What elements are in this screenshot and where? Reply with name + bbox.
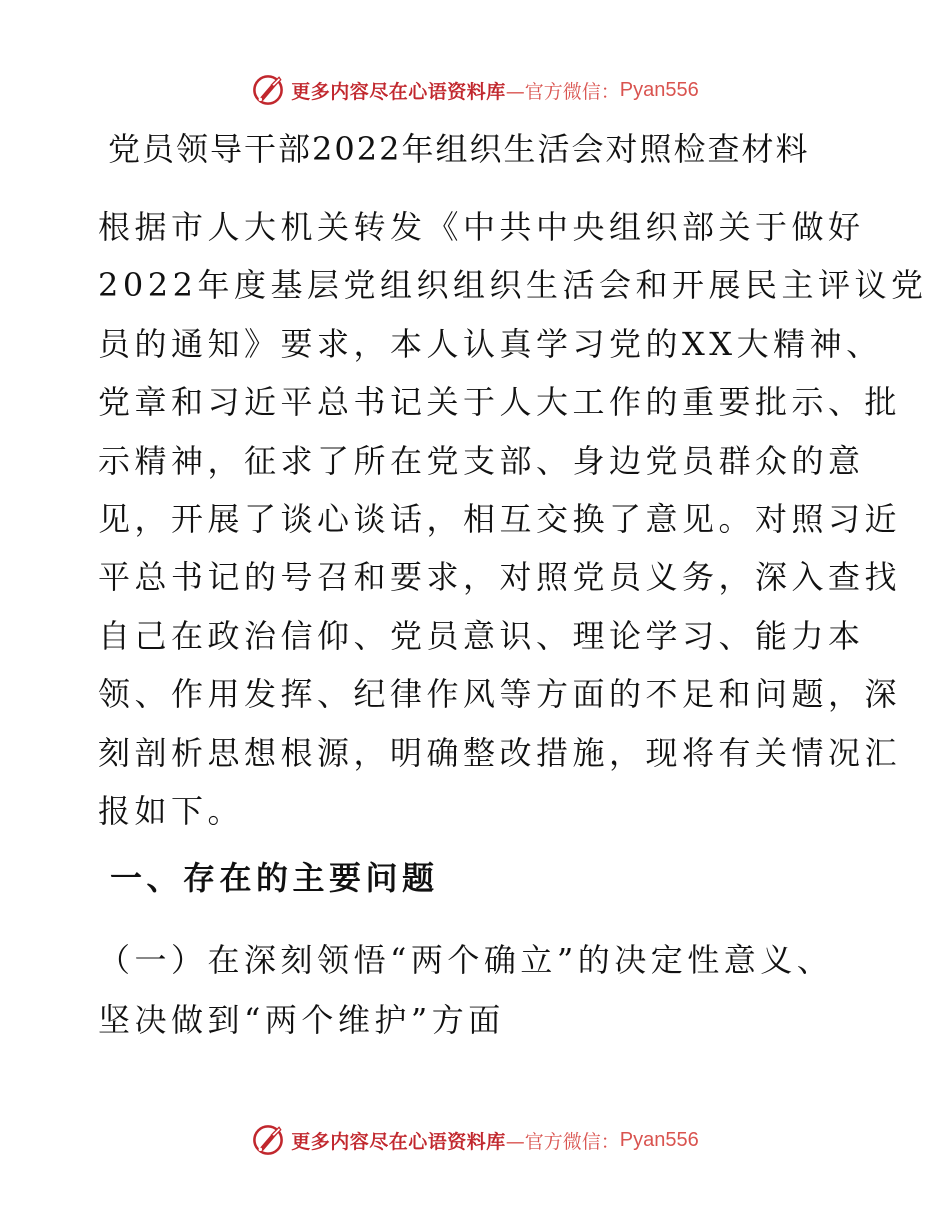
paragraph-line: 示精神，征求了所在党支部、身边党员群众的意	[98, 441, 865, 480]
paragraph-line: 报如下。	[98, 792, 245, 831]
document-title: 党员领导干部2022年组织生活会对照检查材料	[108, 130, 810, 168]
section-heading: 一、存在的主要问题	[110, 859, 439, 897]
paragraph-line: 平总书记的号召和要求，对照党员义务，深入查找	[98, 558, 902, 597]
watermark-banner-top	[0, 70, 950, 110]
watermark-banner-bottom	[0, 1120, 950, 1160]
subsection-line: 坚决做到“两个维护”方面	[98, 1001, 505, 1039]
watermark-brand-text: 更多内容尽在心语资料库	[291, 80, 506, 103]
quill-pen-logo-icon	[251, 1123, 285, 1157]
watermark-wechat-id: Pyan556	[619, 78, 699, 101]
paragraph-line: 党章和习近平总书记关于人大工作的重要批示、批	[98, 383, 902, 422]
paragraph-line: 自己在政治信仰、党员意识、理论学习、能力本	[98, 616, 865, 655]
intro-paragraph	[98, 198, 928, 840]
watermark-official-text: —官方微信：	[505, 80, 620, 103]
paragraph-line: 刻剖析思想根源，明确整改措施，现将有关情况汇	[98, 733, 902, 772]
watermark-official-text: —官方微信：	[505, 1130, 620, 1153]
paragraph-line: 2022年度基层党组织组织生活会和开展民主评议党	[98, 266, 928, 305]
paragraph-line: 见，开展了谈心谈话，相互交换了意见。对照习近	[98, 500, 902, 539]
paragraph-line: 员的通知》要求，本人认真学习党的XX大精神、	[98, 324, 883, 363]
quill-pen-logo-icon	[251, 73, 285, 107]
watermark-brand-text: 更多内容尽在心语资料库	[291, 1130, 506, 1153]
paragraph-line: 根据市人大机关转发《中共中央组织部关于做好	[98, 208, 865, 246]
paragraph-line: 领、作用发挥、纪律作风等方面的不足和问题，深	[98, 675, 902, 714]
subsection-line: （一）在深刻领悟“两个确立”的决定性意义、	[98, 941, 834, 979]
subsection-heading	[98, 930, 858, 1050]
watermark-wechat-id: Pyan556	[619, 1128, 699, 1151]
